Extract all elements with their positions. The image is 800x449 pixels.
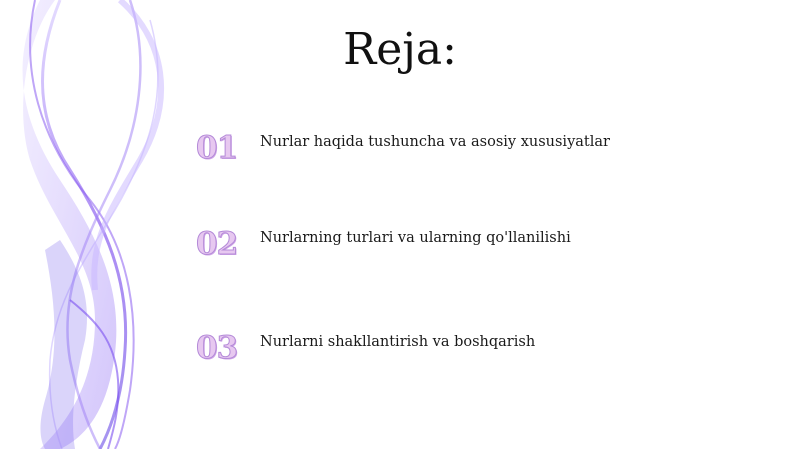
agenda-item-number: 02 [196,226,238,262]
agenda-item-1 [196,126,756,170]
agenda-item-text: Nurlar haqida tushuncha va asosiy xususiyatlar [260,134,610,150]
agenda-item-2 [196,222,756,266]
agenda-item-text: Nurlarni shakllantirish va boshqarish [260,334,536,350]
agenda-item-text: Nurlarning turlari va ularning qo'llanilishi [260,230,571,246]
agenda-item-number: 01 [196,130,238,166]
agenda-item-number: 03 [196,330,238,366]
slide-title: Reja: [343,24,457,75]
agenda-item-3 [196,326,756,370]
purple-smoke-ribbon-decoration [0,0,200,449]
